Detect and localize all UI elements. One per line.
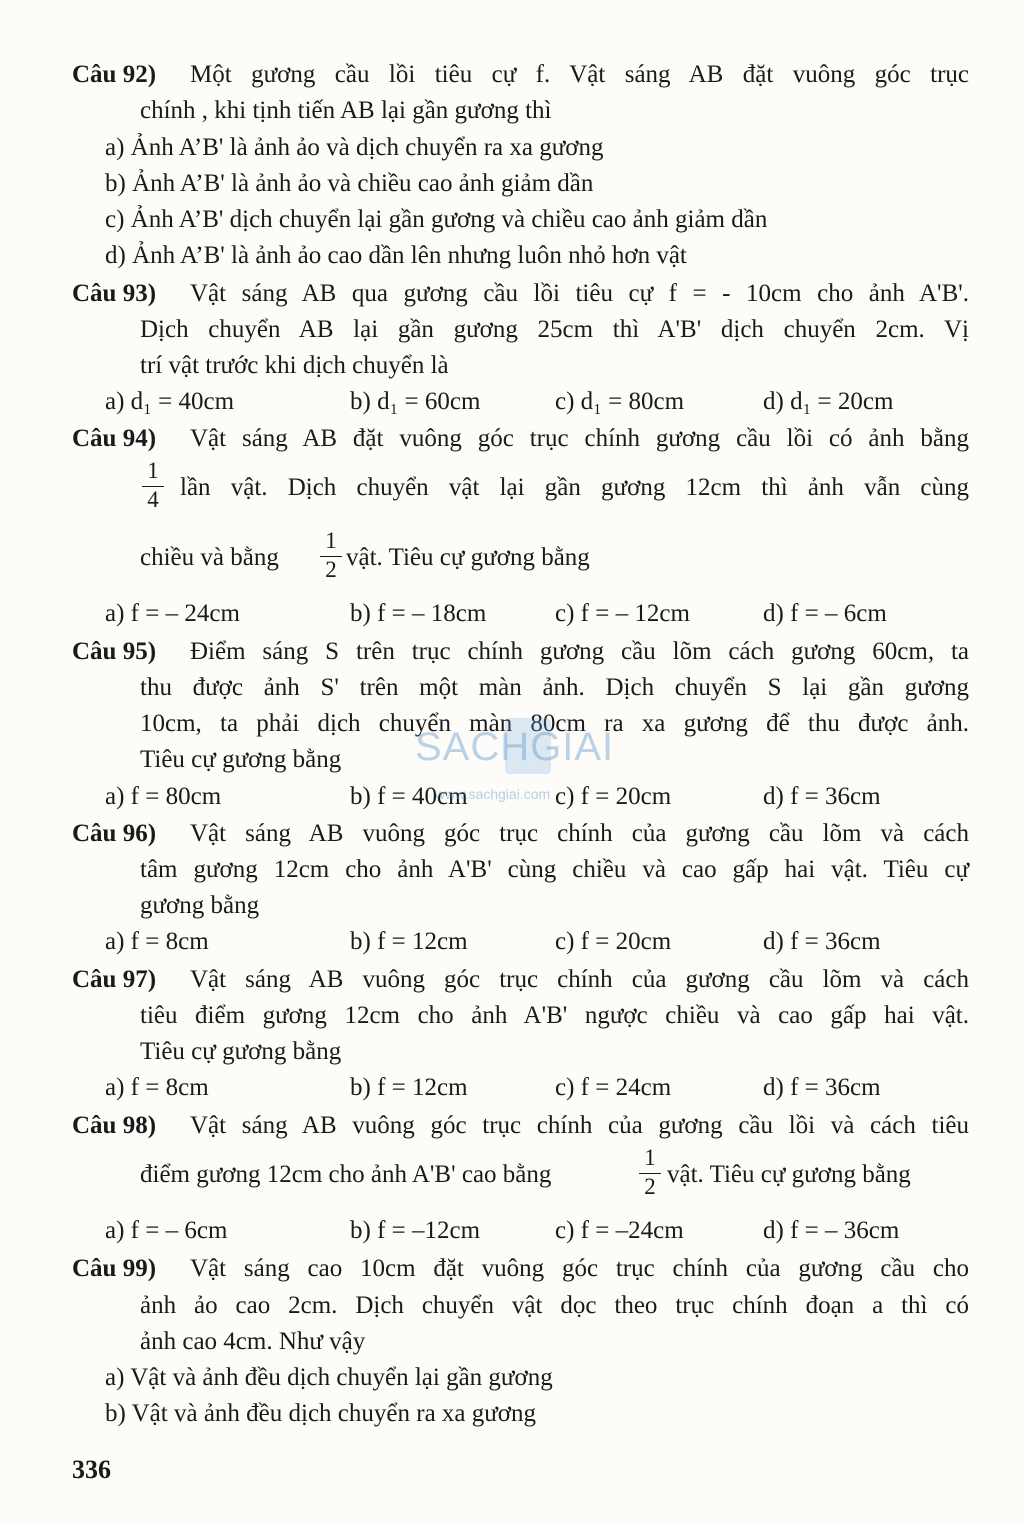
- fraction-one-half: 1 2: [637, 1145, 663, 1202]
- question-text: Vật sáng cao 10cm đặt vuông góc trục chính của gương cầu cho: [190, 1255, 969, 1282]
- choice-d: d) f = 36cm: [763, 1074, 881, 1101]
- question-93-line-1: [0, 276, 1024, 312]
- watermark-logo: [415, 712, 620, 782]
- option-text: a) Ảnh A’B' là ảnh ảo và dịch chuyển ra xa gương: [105, 134, 604, 161]
- question-93-choices: [0, 384, 1024, 420]
- choice-c: c) f = – 12cm: [555, 600, 690, 627]
- question-99-line-2: [0, 1288, 1024, 1324]
- question-label: Câu 92): [72, 61, 157, 88]
- watermark-text: SACHGIAI: [415, 725, 615, 769]
- question-text: ảnh ảo cao 2cm. Dịch chuyển vật dọc theo trục chính đoạn a thì có: [140, 1292, 969, 1319]
- question-label: Câu 95): [72, 638, 157, 665]
- choice-c: c) f = 20cm: [555, 928, 672, 955]
- question-95-line-2: [0, 670, 1024, 706]
- question-text: vật. Tiêu cự gương bằng: [667, 1161, 911, 1188]
- question-text: Vật sáng AB vuông góc trục chính của gương cầu lồi và cách tiêu: [190, 1112, 969, 1139]
- choice-d: d) f = – 36cm: [763, 1217, 900, 1244]
- question-text: gương bằng: [140, 892, 260, 919]
- question-92-option-a: [0, 130, 1024, 166]
- question-99-option-a: [0, 1360, 1024, 1396]
- choice-a: a) f = 80cm: [105, 783, 222, 810]
- question-text: vật. Tiêu cự gương bằng: [346, 544, 590, 571]
- question-92-option-d: [0, 238, 1024, 274]
- question-text: Vật sáng AB đặt vuông góc trục chính gương cầu lồi có ảnh bằng: [190, 425, 969, 452]
- choice-d: d) f = 36cm: [763, 928, 881, 955]
- question-97-line-3: [0, 1034, 1024, 1070]
- question-99-line-3: [0, 1324, 1024, 1360]
- choice-d: d) f = 36cm: [763, 783, 881, 810]
- question-94-line-1: [0, 421, 1024, 457]
- option-text: d) Ảnh A’B' là ảnh ảo cao dần lên nhưng luôn nhỏ hơn vật: [105, 242, 687, 269]
- question-text: điểm gương 12cm cho ảnh A'B' cao bằng: [140, 1161, 552, 1188]
- choice-b: b) f = –12cm: [350, 1217, 481, 1244]
- question-97-line-2: [0, 998, 1024, 1034]
- watermark-url: www.sachgiai.com: [435, 786, 551, 802]
- question-98-choices: [0, 1213, 1024, 1249]
- choice-a: a) f = – 6cm: [105, 1217, 228, 1244]
- question-96-line-2: [0, 852, 1024, 888]
- choice-d: d) d₁ = 20cm: [763, 388, 894, 415]
- choice-c: c) f = 20cm: [555, 783, 672, 810]
- choice-a: a) f = 8cm: [105, 928, 209, 955]
- question-text: tiêu điểm gương 12cm cho ảnh A'B' ngược chiều và cao gấp hai vật.: [140, 1002, 969, 1029]
- question-96-line-1: [0, 816, 1024, 852]
- option-text: a) Vật và ảnh đều dịch chuyển lại gần gương: [105, 1364, 553, 1391]
- question-label: Câu 94): [72, 425, 157, 452]
- option-text: b) Ảnh A’B' là ảnh ảo và chiều cao ảnh giảm dần: [105, 170, 594, 197]
- question-92-line-1: [0, 57, 1024, 93]
- question-label: Câu 98): [72, 1112, 157, 1139]
- question-92-option-b: [0, 166, 1024, 202]
- question-text: ảnh cao 4cm. Như vậy: [140, 1328, 366, 1355]
- question-93-line-3: [0, 348, 1024, 384]
- question-text: tâm gương 12cm cho ảnh A'B' cùng chiều và cao gấp hai vật. Tiêu cự: [140, 856, 969, 883]
- fraction-one-quarter: 1 4: [140, 458, 166, 515]
- choice-b: b) f = 40cm: [350, 783, 468, 810]
- question-text: Vật sáng AB vuông góc trục chính của gương cầu lõm và cách: [190, 966, 969, 993]
- question-text: chiều và bằng: [140, 544, 279, 571]
- question-92-line-2: [0, 93, 1024, 129]
- choice-b: b) d₁ = 60cm: [350, 388, 481, 415]
- choice-c: c) d₁ = 80cm: [555, 388, 685, 415]
- question-label: Câu 93): [72, 280, 157, 307]
- choice-b: b) f = – 18cm: [350, 600, 487, 627]
- question-98-line-2: [0, 1157, 1024, 1193]
- question-text: 10cm, ta phải dịch chuyển màn 80cm ra xa gương để thu được ảnh.: [140, 710, 969, 737]
- question-94-line-3: [0, 540, 1024, 576]
- question-label: Câu 99): [72, 1255, 157, 1282]
- question-97-choices: [0, 1070, 1024, 1106]
- choice-a: a) d₁ = 40cm: [105, 388, 235, 415]
- question-93-line-2: [0, 312, 1024, 348]
- question-text: Tiêu cự gương bằng: [140, 1038, 342, 1065]
- question-text: chính , khi tịnh tiến AB lại gần gương thì: [140, 97, 552, 124]
- question-99-option-b: [0, 1396, 1024, 1432]
- question-text: Vật sáng AB vuông góc trục chính của gương cầu lõm và cách: [190, 820, 969, 847]
- fraction-one-half: 1 2: [318, 528, 344, 585]
- question-99-line-1: [0, 1251, 1024, 1287]
- question-94-choices: [0, 596, 1024, 632]
- choice-b: b) f = 12cm: [350, 928, 468, 955]
- question-98-line-1: [0, 1108, 1024, 1144]
- question-text: Dịch chuyển AB lại gần gương 25cm thì A'B' dịch chuyển 2cm. Vị: [140, 316, 969, 343]
- question-96-line-3: [0, 888, 1024, 924]
- question-text: Vật sáng AB qua gương cầu lồi tiêu cự f = - 10cm cho ảnh A'B'.: [190, 280, 969, 307]
- question-label: Câu 96): [72, 820, 157, 847]
- option-text: b) Vật và ảnh đều dịch chuyển ra xa gương: [105, 1400, 537, 1427]
- question-text: Điểm sáng S trên trục chính gương cầu lõm cách gương 60cm, ta: [190, 638, 969, 665]
- choice-c: c) f = 24cm: [555, 1074, 672, 1101]
- question-92-option-c: [0, 202, 1024, 238]
- choice-a: a) f = 8cm: [105, 1074, 209, 1101]
- page-number: 336: [72, 1455, 111, 1484]
- question-94-line-2: [0, 470, 1024, 506]
- question-text: Tiêu cự gương bằng: [140, 746, 342, 773]
- question-95-line-1: [0, 634, 1024, 670]
- question-text: Một gương cầu lồi tiêu cự f. Vật sáng AB đặt vuông góc trục: [190, 61, 969, 88]
- option-text: c) Ảnh A’B' dịch chuyển lại gần gương và chiều cao ảnh giảm dần: [105, 206, 768, 233]
- question-label: Câu 97): [72, 966, 157, 993]
- choice-c: c) f = –24cm: [555, 1217, 684, 1244]
- question-text: lần vật. Dịch chuyển vật lại gần gương 12cm thì ảnh vẫn cùng: [180, 474, 969, 501]
- choice-b: b) f = 12cm: [350, 1074, 468, 1101]
- choice-d: d) f = – 6cm: [763, 600, 887, 627]
- question-97-line-1: [0, 962, 1024, 998]
- choice-a: a) f = – 24cm: [105, 600, 240, 627]
- question-96-choices: [0, 924, 1024, 960]
- question-text: thu được ảnh S' trên một màn ảnh. Dịch chuyển S lại gần gương: [140, 674, 969, 701]
- question-text: trí vật trước khi dịch chuyển là: [140, 352, 449, 379]
